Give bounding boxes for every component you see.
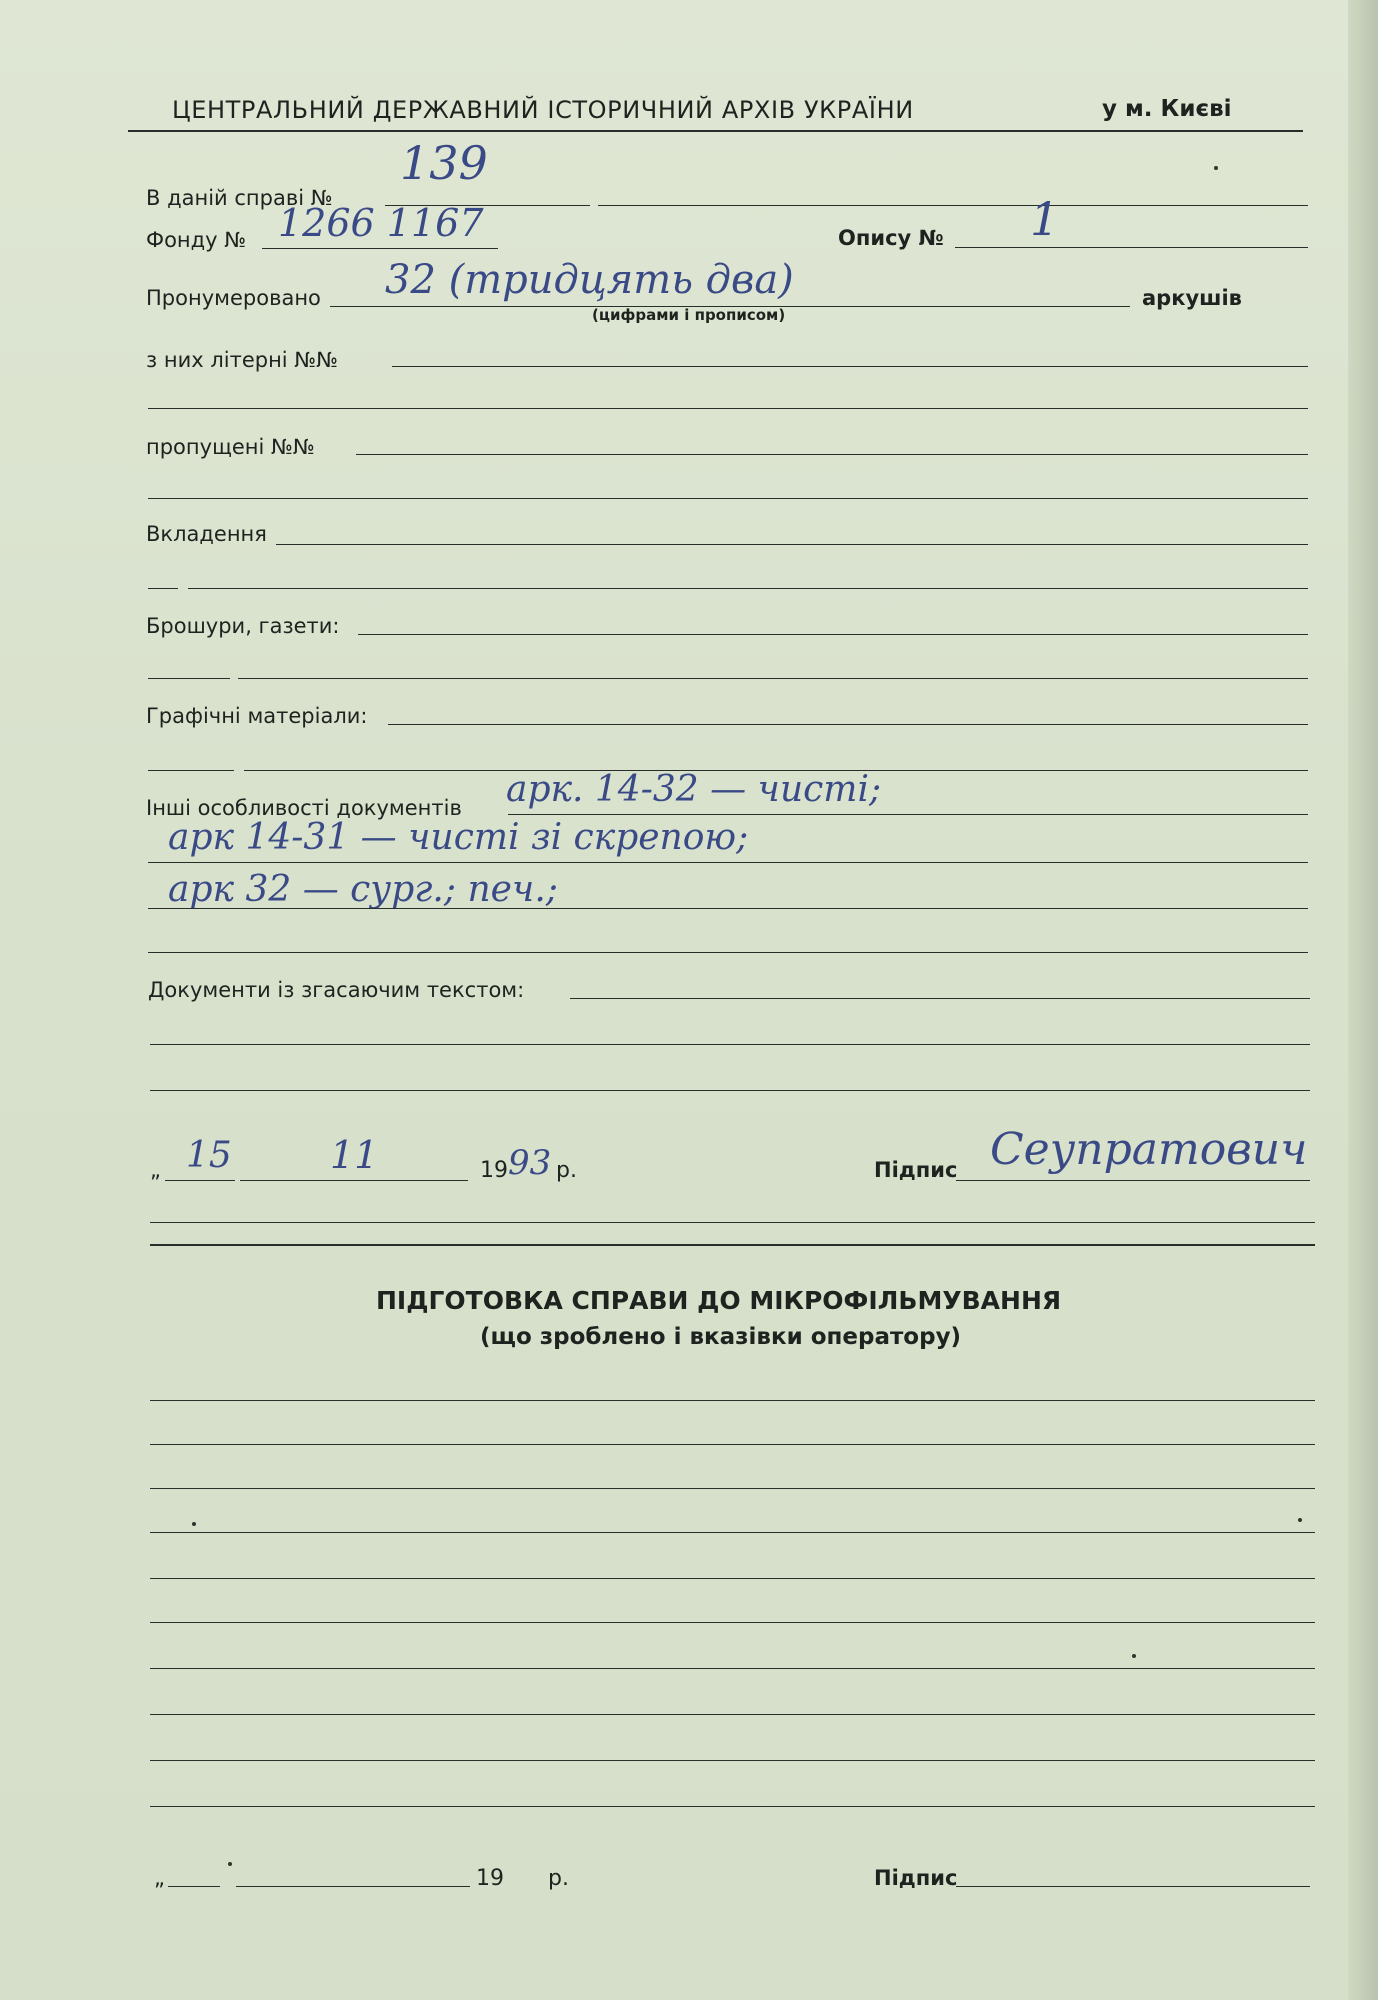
section2-line-6: [150, 1622, 1315, 1623]
date-year-suffix: 93: [508, 1143, 552, 1183]
fading-line-2: [150, 1044, 1310, 1045]
case-label: В даній справі №: [146, 186, 333, 210]
section2-line-10: [150, 1806, 1315, 1807]
letter-line-2: [148, 408, 1308, 409]
letter-label: з них літерні №№: [146, 348, 338, 372]
other-line2: арк 14-31 — чисті зі скрепою;: [168, 817, 749, 858]
section2-line-1: [150, 1400, 1315, 1401]
date-month: 11: [330, 1133, 379, 1177]
speck: [1298, 1518, 1302, 1522]
brochures-line-2a: [148, 678, 230, 679]
brochures-line-1: [358, 634, 1308, 635]
skipped-line-2: [148, 498, 1308, 499]
paper-edge: [1348, 0, 1378, 2000]
section2-line-3: [150, 1488, 1315, 1489]
section2-date-month-line: [236, 1886, 470, 1887]
fading-line-1: [570, 998, 1310, 999]
attachments-line-1: [276, 544, 1308, 545]
archive-title: ЦЕНТРАЛЬНИЙ ДЕРЖАВНИЙ ІСТОРИЧНИЙ АРХІВ УКРАЇНИ: [172, 96, 914, 124]
graphic-line-1: [388, 724, 1308, 725]
date-day-line: [165, 1180, 235, 1181]
speck: [228, 1862, 232, 1866]
numbered-label: Пронумеровано: [146, 286, 321, 310]
numbered-value: 32 (тридцять два): [385, 257, 794, 303]
other-line-4: [148, 952, 1308, 953]
attachments-label: Вкладення: [146, 522, 267, 546]
section2-line-4: [150, 1532, 1315, 1533]
brochures-label: Брошури, газети:: [146, 614, 340, 638]
sign-value: Сеупратович: [990, 1124, 1308, 1175]
date-day: 15: [186, 1135, 232, 1176]
sign-line: [956, 1180, 1310, 1181]
other-line1: арк. 14-32 — чисті;: [506, 769, 882, 810]
letter-line-1: [392, 366, 1308, 367]
section2-line-8: [150, 1714, 1315, 1715]
section2-date-quote: „: [154, 1866, 165, 1890]
section2-subtitle: (що зроблено і вказівки оператору): [480, 1324, 962, 1350]
numbered-unit: аркушів: [1142, 286, 1242, 310]
section2-line-5: [150, 1578, 1315, 1579]
opys-value: 1: [1030, 192, 1060, 246]
speck: [1132, 1654, 1136, 1658]
date-month-line: [240, 1180, 468, 1181]
graphic-label: Графічні матеріали:: [146, 704, 368, 728]
opys-line: [955, 247, 1308, 248]
other-line3: арк 32 — сург.; печ.;: [168, 869, 558, 910]
date-r: р.: [556, 1158, 577, 1183]
section2-title: ПІДГОТОВКА СПРАВИ ДО МІКРОФІЛЬМУВАННЯ: [376, 1286, 1062, 1315]
fond-line: [262, 248, 498, 249]
section2-sign-label: Підпис: [874, 1866, 958, 1890]
section2-date-day-line: [168, 1886, 220, 1887]
case-line-2: [598, 205, 1308, 206]
graphic-line-2a: [148, 770, 234, 771]
archive-city: у м. Києві: [1102, 96, 1232, 122]
fading-line-3: [150, 1090, 1310, 1091]
section2-line-2: [150, 1444, 1315, 1445]
other-label: Інші особливості документів: [146, 796, 462, 820]
date-quote: „: [150, 1158, 161, 1182]
section2-line-9: [150, 1760, 1315, 1761]
closing-line-2: [150, 1244, 1315, 1246]
brochures-line-2b: [238, 678, 1308, 679]
fading-label: Документи із згасаючим текстом:: [148, 978, 525, 1002]
opys-label: Опису №: [838, 226, 944, 250]
fond-value: 1266 1167: [278, 201, 484, 245]
section2-sign-line: [956, 1886, 1310, 1887]
speck: [192, 1522, 196, 1526]
case-value: 139: [400, 136, 488, 190]
other-line-2: [148, 862, 1308, 863]
section2-line-7: [150, 1668, 1315, 1669]
date-year-prefix: 19: [480, 1158, 508, 1183]
fond-label: Фонду №: [146, 228, 247, 252]
speck: [1214, 166, 1218, 170]
sign-label: Підпис: [874, 1158, 958, 1182]
closing-line-1: [150, 1222, 1315, 1223]
section2-date-r: р.: [548, 1866, 569, 1891]
skipped-label: пропущені №№: [146, 435, 315, 459]
attachments-line-2a: [148, 588, 178, 589]
numbered-hint: (цифрами і прописом): [592, 306, 786, 324]
skipped-line-1: [356, 454, 1308, 455]
header-rule: [128, 130, 1303, 132]
other-line-1: [508, 814, 1308, 815]
attachments-line-2b: [188, 588, 1308, 589]
section2-date-year: 19: [476, 1866, 504, 1891]
other-line-3: [148, 908, 1308, 909]
